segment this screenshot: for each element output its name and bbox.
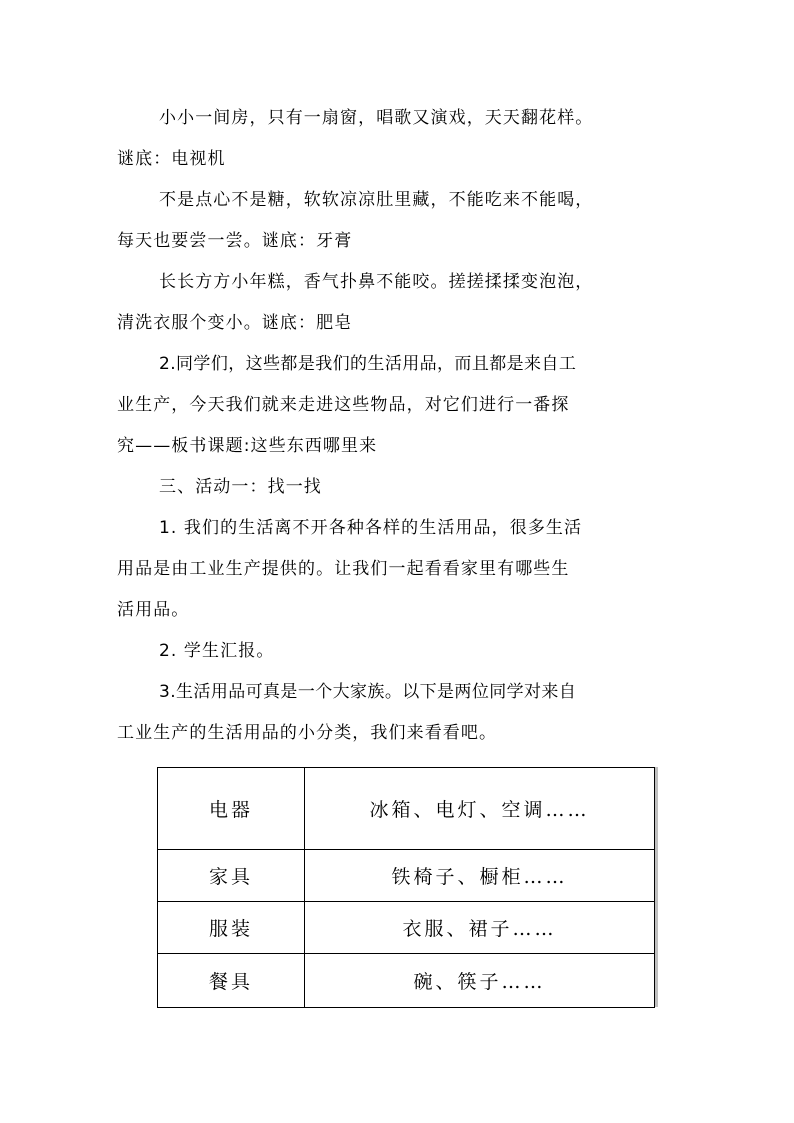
riddle-3-answer: 清洗衣服个变小。谜底：肥皂 [117,313,353,333]
paragraph-2-line-1: 2.同学们，这些都是我们的生活用品，而且都是来自工 [159,354,577,374]
riddle-1-answer: 谜底：电视机 [117,149,226,169]
activity-1-line-2: 用品是由工业生产提供的。让我们一起看看家里有哪些生 [117,559,570,579]
activity-3-line-2: 工业生产的生活用品的小分类，我们来看看吧。 [117,723,498,743]
paragraph-2-line-3: 究——板书课题:这些东西哪里来 [117,436,378,456]
paragraph-2-line-2: 业生产，今天我们就来走进这些物品，对它们进行一番探 [117,395,570,415]
section-heading: 三、活动一：找一找 [159,477,322,497]
table-row [158,954,655,1008]
riddle-2-line-1: 不是点心不是糖，软软凉凉肚里藏，不能吃来不能喝， [159,190,594,210]
activity-1-line-1: 1. 我们的生活离不开各种各样的生活用品，很多生活 [159,518,583,538]
classification-table [157,767,655,1007]
category-cell: 家具 [158,850,305,902]
activity-2: 2. 学生汇报。 [159,641,275,661]
table-edge-shadow [655,767,658,1007]
riddle-3-line-1: 长长方方小年糕，香气扑鼻不能咬。搓搓揉揉变泡泡， [159,272,594,292]
table-row [158,850,655,902]
items-cell: 碗、筷子…… [305,954,655,1008]
document-body [117,98,673,754]
table-row [158,768,655,850]
items-cell: 冰箱、电灯、空调…… [305,768,655,850]
riddle-1-line-1: 小小一间房，只有一扇窗，唱歌又演戏，天天翻花样。 [159,108,594,128]
activity-3-line-1: 3.生活用品可真是一个大家族。以下是两位同学对来自 [159,682,577,702]
category-cell: 电器 [158,768,305,850]
items-cell: 铁椅子、橱柜…… [305,850,655,902]
category-cell: 餐具 [158,954,305,1008]
category-cell: 服装 [158,902,305,954]
items-cell: 衣服、裙子…… [305,902,655,954]
riddle-2-answer: 每天也要尝一尝。谜底：牙膏 [117,231,353,251]
table-row [158,902,655,954]
activity-1-line-3: 活用品。 [117,600,190,620]
